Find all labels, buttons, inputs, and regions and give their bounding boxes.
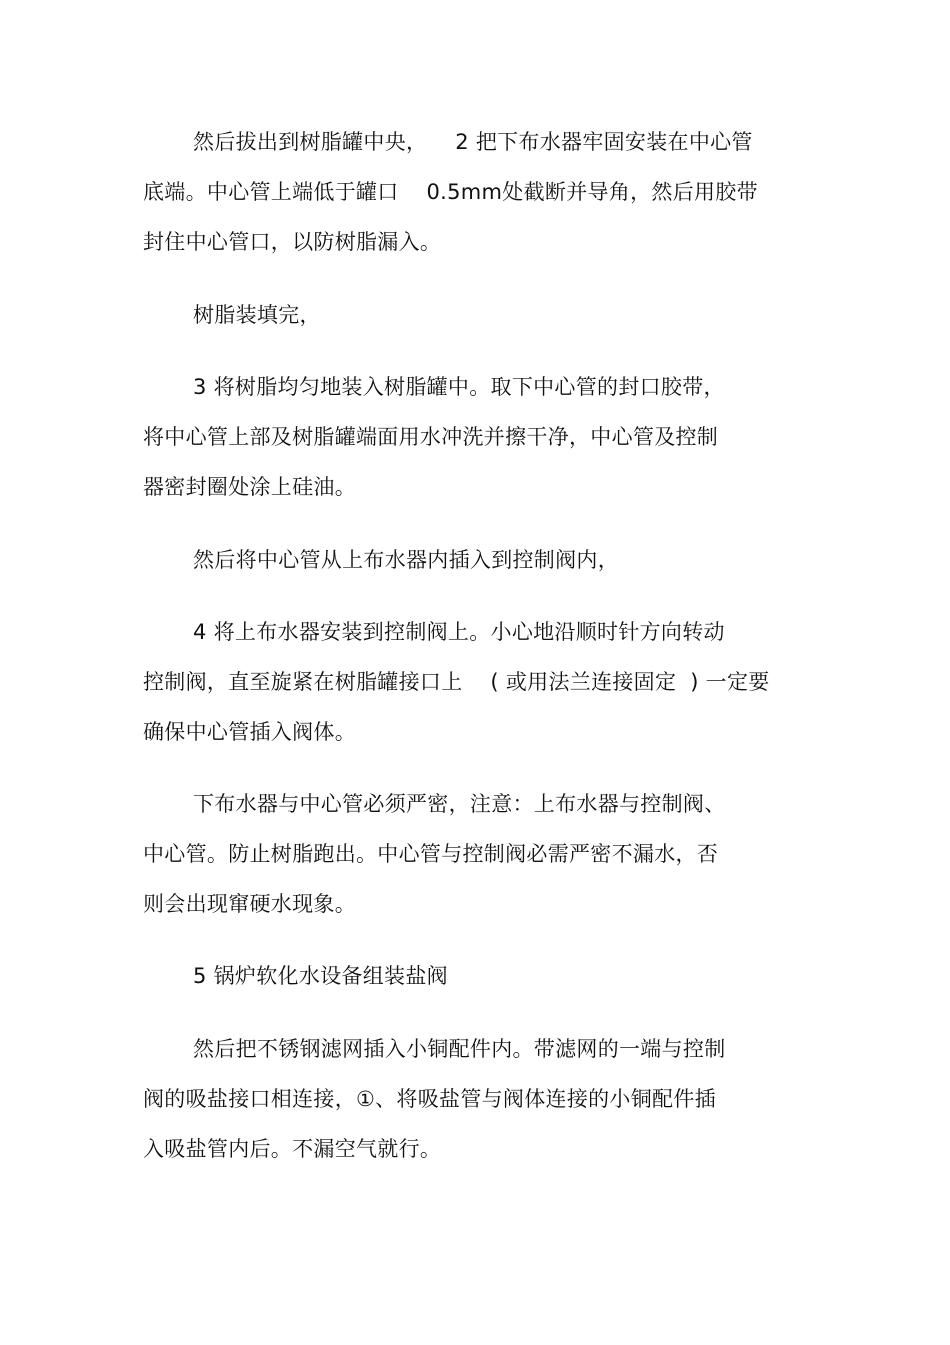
paragraph-8-line-2: 阀的吸盐接口相连接，①、将吸盐管与阀体连接的小铜配件插 (143, 1087, 716, 1111)
paragraph-5-line-2: 控制阀，直至旋紧在树脂罐接口上 ( 或用法兰连接固定 ) 一定要 (143, 670, 770, 694)
paragraph-4-line-1: 然后将中心管从上布水器内插入到控制阀内， (193, 548, 619, 572)
paragraph-6-line-1: 下布水器与中心管必须严密，注意：上布水器与控制阀、 (193, 792, 726, 816)
paragraph-3-line-2: 将中心管上部及树脂罐端面用水冲洗并擦干净，中心管及控制 (143, 425, 719, 449)
paragraph-3-line-3: 器密封圈处涂上硅油。 (143, 475, 356, 499)
paragraph-3-line-1: 3 将树脂均匀地装入树脂罐中。取下中心管的封口胶带， (193, 375, 725, 399)
paragraph-5-line-3: 确保中心管插入阀体。 (143, 720, 356, 744)
paragraph-6-line-2: 中心管。防止树脂跑出。中心管与控制阀必需严密不漏水，否 (143, 842, 719, 866)
paragraph-8-line-1: 然后把不锈钢滤网插入小铜配件内。带滤网的一端与控制 (193, 1037, 726, 1061)
paragraph-6-line-3: 则会出现窜硬水现象。 (143, 892, 356, 916)
paragraph-1-line-2: 底端。中心管上端低于罐口 0.5mm处截断并导角，然后用胶带 (143, 180, 758, 204)
paragraph-1-line-1: 然后拔出到树脂罐中央， 2 把下布水器牢固安装在中心管 (193, 130, 753, 154)
paragraph-5-line-1: 4 将上布水器安装到控制阀上。小心地沿顺时针方向转动 (193, 620, 725, 644)
paragraph-8-line-3: 入吸盐管内后。不漏空气就行。 (143, 1137, 442, 1161)
paragraph-7-line-1: 5 锅炉软化水设备组装盐阀 (193, 964, 448, 988)
paragraph-2-line-1: 树脂装填完， (193, 303, 321, 327)
paragraph-1-line-3: 封住中心管口，以防树脂漏入。 (143, 230, 442, 254)
